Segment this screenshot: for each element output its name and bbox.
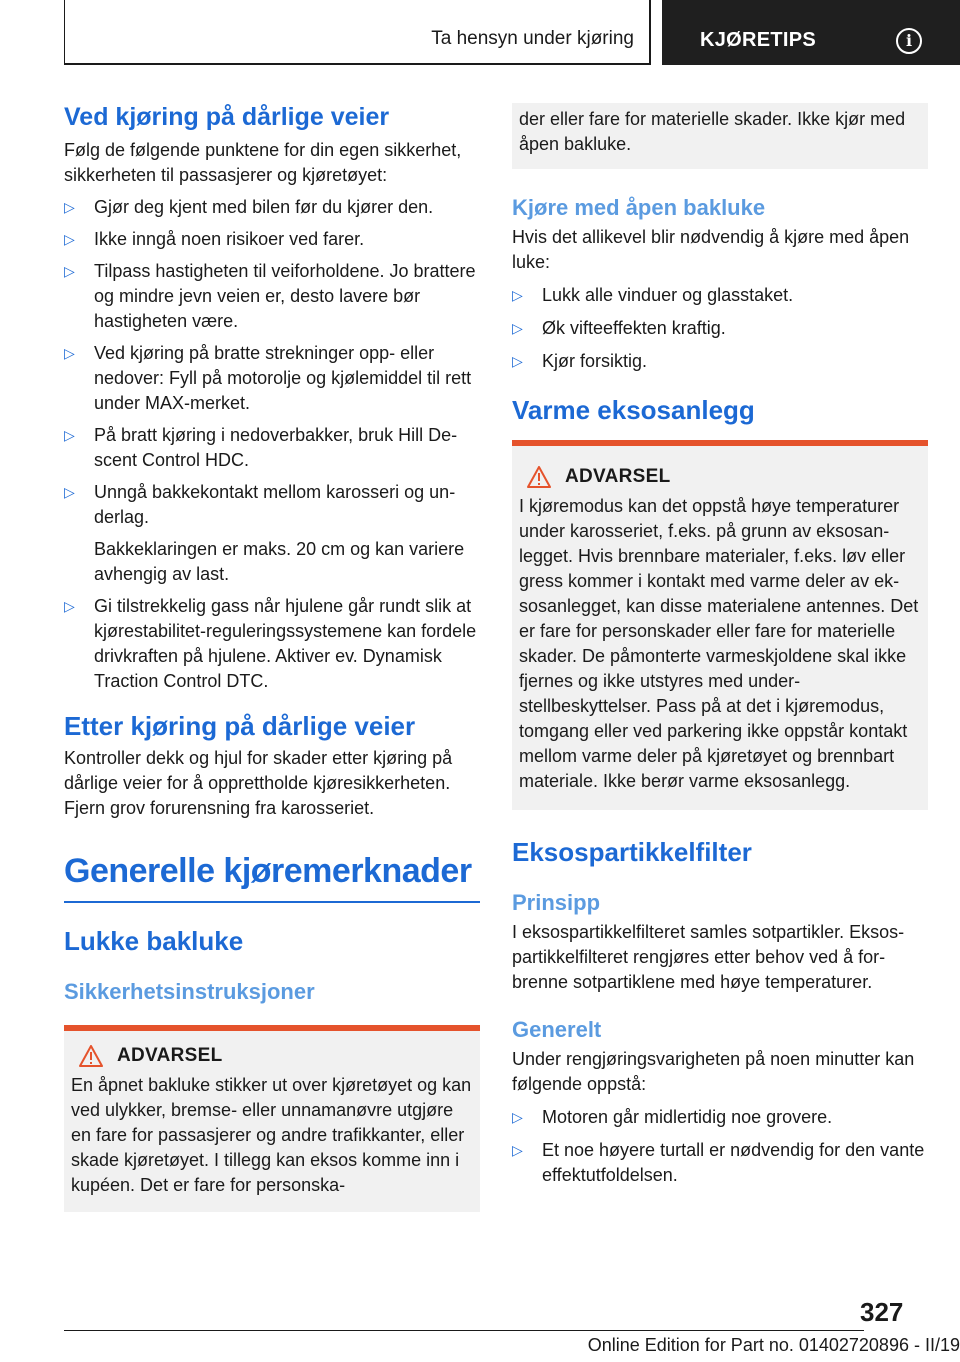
list-item: ▷ Ikke inngå noen risikoer ved farer. — [64, 227, 480, 252]
heading-bad-roads: Ved kjøring på dårlige veier — [64, 103, 390, 131]
warning-header — [71, 1045, 472, 1067]
bullet-triangle-icon: ▷ — [512, 353, 523, 369]
warning-label: ADVARSEL — [117, 1045, 223, 1066]
warning-continuation: der eller fare for materielle skader. Ikke kjør med åpen bakluke. — [512, 103, 928, 169]
bullet-triangle-icon: ▷ — [512, 287, 523, 303]
footer-edition: Online Edition for Part no. 01402720896 - II/19 — [587, 1335, 960, 1355]
list-item: ▷ Tilpass hastigheten til veiforholdene. Jo brattere og mindre jevn veien er, desto lavere bør hastigheten være. — [64, 261, 476, 331]
bullet-triangle-icon: ▷ — [64, 484, 75, 500]
bullet-triangle-icon: ▷ — [512, 1109, 523, 1125]
open-tailgate-list — [512, 283, 928, 374]
list-item: ▷ Unngå bakkekontakt mellom karosseri og underlag. Bakkeklaringen er maks. 20 cm og kan variere avhengig av last. — [64, 480, 480, 587]
filter-list — [512, 1105, 928, 1188]
header-chapter-label: KJØRETIPS — [700, 29, 817, 51]
heading-drive-open-tailgate: Kjøre med åpen bakluke — [512, 195, 766, 220]
list-item: ▷ Et noe høyere turtall er nødvendig for den vante effektutfoldelsen. — [512, 1140, 925, 1185]
warning-triangle-icon — [79, 1045, 103, 1067]
heading-after-bad-roads: Etter kjøring på dårlige veier — [64, 711, 416, 741]
heading-safety-instructions: Sikkerhetsinstruksjoner — [64, 979, 315, 1004]
bad-roads-intro: Følg de følgende punktene for din egen sikkerhet, sikkerheten til passasjerer og kjøretøyet: — [64, 140, 462, 185]
page-number: 327 — [860, 1297, 904, 1327]
list-item: ▷ Gjør deg kjent med bilen før du kjører den. — [64, 195, 480, 220]
list-item: ▷ Kjør forsiktig. — [512, 349, 928, 374]
footer-rule — [64, 1330, 864, 1331]
warning-box — [64, 1031, 480, 1212]
warning-text: I kjøremodus kan det oppstå høye temperaturer under karosseriet, f.eks. på grunn av eksosanlegget. Hvis brennbare materialer, f.eks. løv eller gress kommer i kontakt med varme deler av eksosanlegget, kan disse materialene antennes. Det er fare for personskader eller fare for materielle skader. De påmonterte varmeskjoldene skal ikke fjernes og ikke utstyres med understellbeskyttelser. Pass på at det i kjøremodus, tomgang eller ved parkering ikke oppstår kontakt mellom varme deler på kjøretøyet og brennbart materiale. Ikke berør varme eksosanlegg. — [519, 496, 919, 791]
list-item-note: Bakkeklaringen er maks. 20 cm og kan variere avhengig av last. — [94, 539, 465, 584]
warning-box — [512, 446, 928, 810]
header-section-title: Ta hensyn under kjøring — [431, 28, 634, 49]
drive-open-tailgate-intro: Hvis det allikevel blir nødvendig å kjøre med åpen luke: — [512, 227, 910, 272]
bullet-triangle-icon: ▷ — [64, 231, 75, 247]
principle-text: I eksospartikkelfilteret samles sotpartikler. Eksospartikkelfilteret rengjøres etter behov ved å forbrenne sotpartiklene med høye temperaturer. — [512, 922, 905, 992]
heading-general: Generelt — [512, 1017, 602, 1042]
header-left-rule — [64, 0, 65, 64]
warning-exhaust — [512, 440, 928, 810]
bad-roads-list — [64, 195, 480, 694]
bullet-triangle-icon: ▷ — [64, 199, 75, 215]
general-text: Under rengjøringsvarigheten på noen minutter kan følgende oppstå: — [512, 1049, 915, 1094]
list-item: ▷ På bratt kjøring i nedoverbakker, bruk Hill Descent Control HDC. — [64, 425, 458, 470]
header-divider — [649, 0, 651, 65]
bullet-triangle-icon: ▷ — [64, 598, 75, 614]
right-column — [512, 103, 928, 1188]
warning-header — [519, 466, 920, 488]
heading-hot-exhaust: Varme eksosanlegg — [512, 395, 755, 425]
left-column — [64, 100, 480, 1212]
warning-tailgate — [64, 1025, 480, 1212]
heading-principle: Prinsipp — [512, 890, 601, 915]
header-bottom-rule — [64, 63, 650, 65]
chapter-title: Generelle kjøremerknader — [64, 849, 480, 903]
bullet-triangle-icon: ▷ — [64, 427, 75, 443]
heading-particulate-filter: Eksospartikkelfilter — [512, 837, 752, 867]
warning-text: En åpnet bakluke stikker ut over kjøretøyet og kan ved ulykker, bremse- eller unnamanøvre utgjøre en fare for passasjerer og andre trafikkanter, eller skade kjøretøyet. I tillegg kan eksos komme inn i kupéen. Det er fare for personska- — [71, 1075, 472, 1195]
list-item: ▷ Gi tilstrekkelig gass når hjulene går rundt slik at kjørestabilitet-reguleringssystemene kan fordele drivkraften på hjulene. Aktiver ev. Dynamisk Traction Control DTC. — [64, 596, 477, 691]
list-item: ▷ Lukk alle vinduer og glasstaket. — [512, 283, 928, 308]
warning-label: ADVARSEL — [565, 466, 671, 487]
list-item: ▷ Ved kjøring på bratte strekninger opp- eller nedover: Fyll på motorolje og kjølemiddel til rett under MAX-merket. — [64, 343, 472, 413]
list-item: ▷ Motoren går midlertidig noe grovere. — [512, 1105, 928, 1130]
warning-triangle-icon — [527, 466, 551, 488]
bullet-triangle-icon: ▷ — [512, 320, 523, 336]
bullet-triangle-icon: ▷ — [512, 1142, 523, 1158]
bullet-triangle-icon: ▷ — [64, 263, 75, 279]
heading-close-tailgate: Lukke bakluke — [64, 926, 244, 956]
after-bad-roads-text: Kontroller dekk og hjul for skader etter kjøring på dårlige veier for å opprettholde kjøresikkerheten. Fjern grov forurensning fra karosseriet. — [64, 748, 453, 818]
list-item: ▷ Øk vifteeffekten kraftig. — [512, 316, 928, 341]
bullet-triangle-icon: ▷ — [64, 345, 75, 361]
info-icon[interactable]: i — [896, 28, 922, 54]
